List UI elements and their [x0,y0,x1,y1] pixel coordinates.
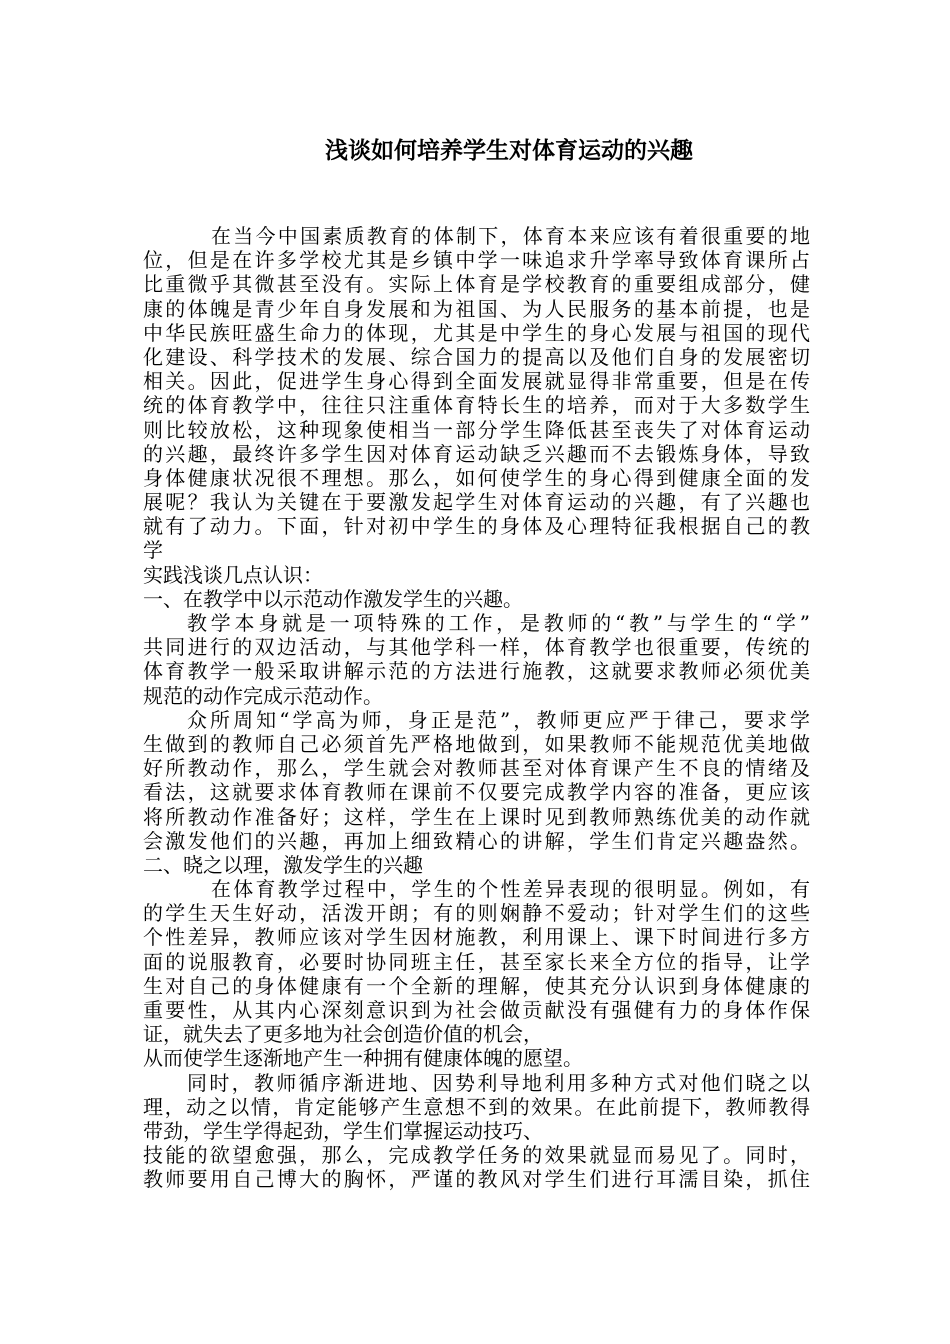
paragraph-line: 教学本身就是一项特殊的工作，是教师的“教”与学生的“学” [187,611,810,635]
paragraph-line: 学 [143,538,163,563]
paragraph-line: 比重微乎其微甚至没有。实际上体育是学校教育的重要组成部分，健 [143,272,810,297]
paragraph-line: 的兴趣，最终许多学生因对体育运动缺乏兴趣而不去锻炼身体，导致 [143,441,810,466]
paragraph-line: 带劲，学生学得起劲，学生们掌握运动技巧、 [143,1118,543,1143]
paragraph-line: 会激发他们的兴趣，再加上细致精心的讲解，学生们肯定兴趣盎然。 [143,828,810,853]
paragraph-line: 将所教动作准备好；这样，学生在上课时见到教师熟练优美的动作就 [143,804,810,829]
paragraph-line: 好所教动作，那么，学生就会对教师甚至对体育课产生不良的情绪及 [143,756,810,781]
paragraph-line: 统的体育教学中，往往只注重体育特长生的培养，而对于大多数学生 [143,393,810,418]
paragraph-line: 技能的欲望愈强，那么，完成教学任务的效果就显而易见了。同时， [143,1143,810,1168]
paragraph-line: 众所周知“学高为师，身正是范”，教师更应严于律己，要求学 [187,707,810,732]
paragraph-line: 化建设、科学技术的发展、综合国力的提高以及他们自身的发展密切 [143,344,810,369]
paragraph-line: 在体育教学过程中，学生的个性差异表现的很明显。例如，有 [211,877,810,902]
paragraph-line: 生做到的教师自己必须首先严格地做到，如果教师不能规范优美地做 [143,731,810,756]
paragraph-line: 共同进行的双边活动，与其他学科一样，体育教学也很重要，传统的 [143,635,810,660]
paragraph-line: 个性差异，教师应该对学生因材施教，利用课上、课下时间进行多方 [143,925,810,950]
paragraph-line: 就有了动力。下面，针对初中学生的身体及心理特征我根据自己的教 [143,514,810,539]
paragraph-line: 相关。因此，促进学生身心得到全面发展就显得非常重要，但是在传 [143,369,810,394]
paragraph-line: 规范的动作完成示范动作。 [143,683,383,708]
paragraph-line: 同时，教师循序渐进地、因势利导地利用多种方式对他们晓之以 [187,1070,810,1095]
paragraph-line: 生对自己的身体健康有一个全新的理解，使其充分认识到身体健康的 [143,973,810,998]
section-heading: 二、晓之以理，激发学生的兴趣 [143,852,423,877]
paragraph-line: 展呢？我认为关键在于要激发起学生对体育运动的兴趣，有了兴趣也 [143,490,810,515]
section-heading: 一、在教学中以示范动作激发学生的兴趣。 [143,586,523,611]
paragraph-line: 面的说服教育，必要时协同班主任，甚至家长来全方位的指导，让学 [143,949,810,974]
paragraph-line: 的学生天生好动，活泼开朗；有的则娴静不爱动；针对学生们的这些 [143,901,810,926]
paragraph-line: 中华民族旺盛生命力的体现，尤其是中学生的身心发展与祖国的现代 [143,320,810,345]
paragraph-line: 实践浅谈几点认识： [143,562,323,587]
paragraph-line: 体育教学一般采取讲解示范的方法进行施教，这就要求教师必须优美 [143,659,810,684]
paragraph-line: 看法，这就要求体育教师在课前不仅要完成教学内容的准备，更应该 [143,780,810,805]
document-title: 浅谈如何培养学生对体育运动的兴趣 [325,137,693,164]
paragraph-line: 证，就失去了更多地为社会创造价值的机会， [143,1022,543,1047]
paragraph-line: 位，但是在许多学校尤其是乡镇中学一味追求升学率导致体育课所占 [143,248,810,273]
paragraph-line: 则比较放松，这种现象使相当一部分学生降低甚至丧失了对体育运动 [143,417,810,442]
paragraph-line: 重要性，从其内心深刻意识到为社会做贡献没有强健有力的身体作保 [143,998,810,1022]
document-body [143,224,810,1192]
paragraph-line: 身体健康状况很不理想。那么，如何使学生的身心得到健康全面的发 [143,465,810,490]
paragraph-line: 教师要用自己博大的胸怀，严谨的教风对学生们进行耳濡目染，抓住 [143,1167,810,1192]
paragraph-line: 理，动之以情，肯定能够产生意想不到的效果。在此前提下，教师教得 [143,1094,810,1119]
paragraph-line: 康的体魄是青少年自身发展和为祖国、为人民服务的基本前提，也是 [143,296,810,321]
paragraph-line: 从而使学生逐渐地产生一种拥有健康体魄的愿望。 [143,1046,583,1071]
paragraph-line: 在当今中国素质教育的体制下，体育本来应该有着很重要的地 [211,224,810,248]
